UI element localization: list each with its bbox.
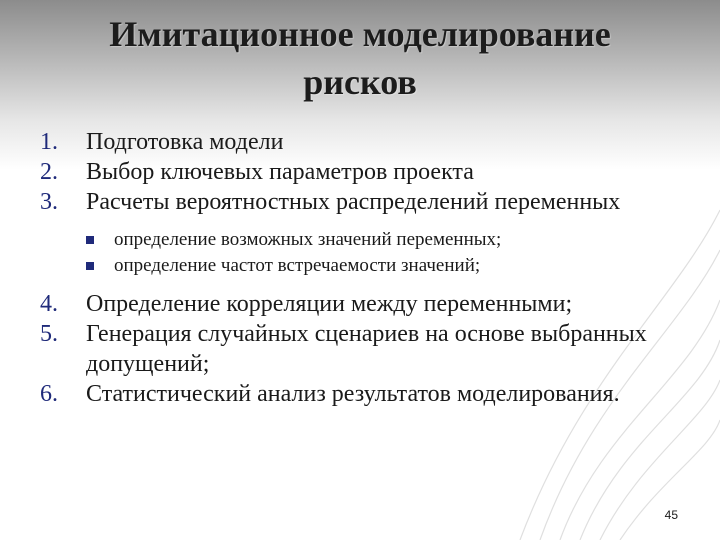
- list-number: 3.: [40, 189, 58, 215]
- list-item: [40, 157, 690, 187]
- square-bullet-icon: [86, 262, 94, 270]
- list-number: 5.: [40, 321, 58, 347]
- list-item: [40, 319, 690, 379]
- list-text: Выбор ключевых параметров проекта: [86, 159, 474, 185]
- list-text: Расчеты вероятностных распределений переменных: [86, 189, 621, 215]
- sub-list-text: определение частот встречаемости значений;: [114, 255, 481, 276]
- list-text: Определение корреляции между переменными;: [86, 291, 573, 317]
- list-item: [40, 127, 690, 157]
- list-text: Статистический анализ результатов моделирования.: [86, 381, 620, 407]
- sub-list-text: определение возможных значений переменных;: [114, 229, 502, 250]
- slide-content: [40, 127, 690, 409]
- list-item: [40, 289, 690, 319]
- list-item: [40, 187, 690, 217]
- page-number: 45: [664, 508, 678, 522]
- slide-title: [60, 10, 660, 106]
- list-number: 4.: [40, 291, 58, 317]
- list-text: Генерация случайных сценариев на основе выбранных допущений;: [86, 321, 647, 377]
- sub-list-item: [86, 253, 690, 279]
- list-number: 6.: [40, 381, 58, 407]
- sub-list-item: [86, 227, 690, 253]
- sub-list: [86, 227, 690, 279]
- list-item: [40, 379, 690, 409]
- title-line-2: рисков: [303, 62, 417, 102]
- list-number: 2.: [40, 159, 58, 185]
- list-number: 1.: [40, 129, 58, 155]
- list-text: Подготовка модели: [86, 129, 284, 155]
- title-line-1: Имитационное моделирование: [109, 14, 611, 54]
- square-bullet-icon: [86, 236, 94, 244]
